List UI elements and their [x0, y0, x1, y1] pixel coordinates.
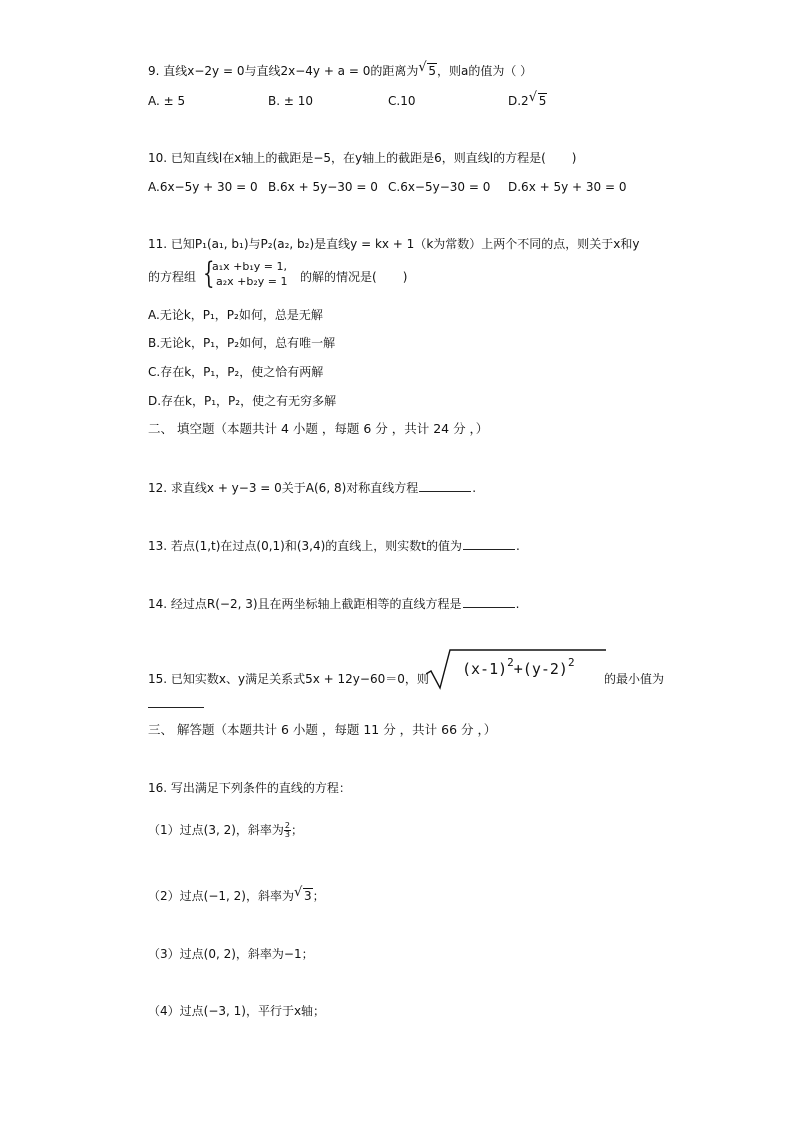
q16-part-4: （4）过点(−3, 1)，平行于x轴； [148, 1004, 326, 1018]
q10-option-d: D.6x + 5y + 30 = 0 [508, 180, 627, 194]
q16-part-3: （3）过点(0, 2)，斜率为−1； [148, 947, 314, 961]
left-brace: { [203, 256, 215, 291]
question-13: 13. 若点(1,t)在过点(0,1)和(3,4)的直线上，则实数t的值为 . [148, 539, 520, 553]
question-10: 10. 已知直线l在x轴上的截距是−5，在y轴上的截距是6，则直线l的方程是( ) [148, 151, 577, 165]
q11-option-d: D.存在k，P₁，P₂，使之有无穷多解 [148, 394, 337, 408]
answer-blank [463, 595, 515, 608]
equation-1: a₁x +b₁y = 1, [212, 260, 287, 273]
q9-option-d: D.2 √ 5 [508, 90, 547, 108]
answer-blank [148, 706, 204, 708]
section-answer-heading: 三、 解答题（本题共计 6 小题 ，每题 11 分 ，共计 66 分 ，） [148, 722, 497, 737]
question-9-text-end: ，则a的值为（ ） [437, 64, 533, 78]
equation-2: a₂x +b₂y = 1 [216, 275, 288, 288]
system-tail: 的解的情况是( ) [300, 270, 408, 284]
question-9 [148, 60, 533, 79]
q9-option-a: A. ± 5 [148, 94, 186, 108]
sqrt-expression: $(x-1)^2+(y-2)^2$ [426, 648, 606, 690]
sqrt-3: √ 3 [293, 885, 312, 903]
q10-option-a: A.6x−5y + 30 = 0 [148, 180, 258, 194]
system-label: 的方程组 [148, 270, 197, 284]
section-fill-in-heading: 二、 填空题（本题共计 4 小题 ，每题 6 分 ，共计 24 分 ，） [148, 421, 489, 436]
answer-blank [419, 479, 471, 492]
q9-option-b: B. ± 10 [268, 94, 313, 108]
question-12: 12. 求直线x + y−3 = 0关于A(6, 8)对称直线方程 . [148, 481, 477, 495]
q11-option-a: A.无论k，P₁，P₂如何，总是无解 [148, 308, 323, 322]
q11-option-b: B.无论k，P₁，P₂如何，总有唯一解 [148, 336, 336, 350]
fraction-2-3: $\frac{2}{3}$ [284, 821, 290, 839]
q9-option-c: C.10 [388, 94, 416, 108]
question-15-end: 的最小值为 [604, 672, 665, 686]
q11-option-c: C.存在k，P₁，P₂，使之恰有两解 [148, 365, 324, 379]
question-9-text: 9. 直线x−2y = 0与直线2x−4y + a = 0的距离为 [148, 64, 419, 78]
q10-option-c: C.6x−5y−30 = 0 [388, 180, 491, 194]
q16-part-1: （1）过点(3, 2)，斜率为 $\frac{2}{3}$ ； [148, 821, 304, 839]
question-16: 16. 写出满足下列条件的直线的方程： [148, 781, 351, 795]
question-14: 14. 经过点R(−2, 3)且在两坐标轴上截距相等的直线方程是 . [148, 597, 520, 611]
q16-part-2: （2）过点(−1, 2)，斜率为 √ 3； [148, 885, 325, 903]
question-11: 11. 已知P₁(a₁, b₁)与P₂(a₂, b₂)是直线y = kx + 1（k为常数）上两个不同的点，则关于x和y [148, 237, 640, 251]
question-10-text: 10. 已知直线l在x轴上的截距是−5，在y轴上的截距是6，则直线l的方程是( [148, 151, 546, 165]
question-15: 15. 已知实数x、y满足关系式5x + 12y−60＝0，则 [148, 672, 429, 686]
q10-option-b: B.6x + 5y−30 = 0 [268, 180, 378, 194]
answer-blank [463, 537, 515, 550]
sqrt-5: √ 5 [418, 60, 436, 78]
